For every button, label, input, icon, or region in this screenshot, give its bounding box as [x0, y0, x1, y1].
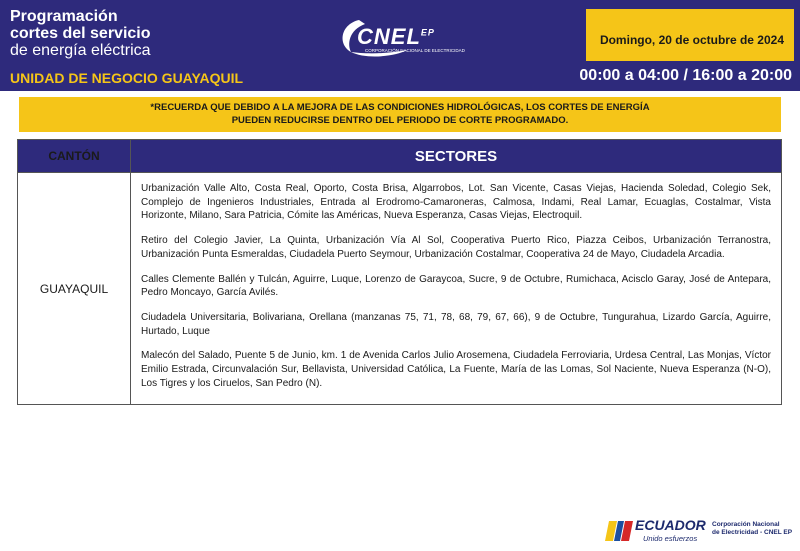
country-name: ECUADOR — [635, 517, 706, 533]
sector-group: Urbanización Valle Alto, Costa Real, Oporto, Costa Brisa, Algarrobos, Lot. San Vicente, Casas Viejas, Hacienda Soledad, Colegio Sek, Complejo de Ingenieros Industriales, Entrada al Erodromo-Camaroneras, Calmosa, Indami, Real Lamar, Ecuaglas, Costalmar, Vista Horizonte, Milano, Sara Patricia, Cómite las Américas, Nueva Esperanza, Casas Viejas, Electroquil. — [141, 183, 771, 222]
header-banner — [0, 0, 800, 91]
corporation-line-2: de Electricidad - CNEL EP — [712, 529, 793, 536]
logo-subtitle: CORPORACIÓN NACIONAL DE ELECTRICIDAD — [365, 48, 465, 53]
canton-column-header: CANTÓN — [18, 140, 131, 173]
date-badge — [586, 9, 794, 61]
corporation-name — [712, 521, 792, 537]
sector-group: Retiro del Colegio Javier, La Quinta, Urbanización Vía Al Sol, Cooperativa Puerto Rico, Piazza Ceibos, Urbanización Terranostra, Urbanización Punta Esmeraldas, Ciudadela Puerto Seymour, Urbanización Costalmar, Cooperativa 24 de Mayo, Ciudadela Arcadia. — [141, 235, 771, 260]
outage-table — [17, 139, 782, 405]
logo-suffix: EP — [420, 27, 435, 38]
sector-group: Calles Clemente Ballén y Tulcán, Aguirre, Luque, Lorenzo de Garaycoa, Sucre, 9 de Octubre, Rumichaca, Acisclo Garay, José de Antepara, Pedro Moncayo, García Avilés. — [141, 273, 771, 299]
corporation-line-1: Corporación Nacional — [712, 521, 780, 528]
slogan: Unido esfuerzos — [643, 534, 698, 543]
footer-brand — [605, 515, 795, 549]
cnel-logo — [337, 14, 467, 60]
canton-cell: GUAYAQUIL — [18, 173, 131, 405]
sector-group: Ciudadela Universitaria, Bolivariana, Orellana (manzanas 75, 71, 78, 68, 79, 67, 66), 9 de Octubre, Tungurahua, Lizardo García, Aguirre, Hurtado, Luque — [141, 311, 771, 337]
notice-line-2: PUEDEN REDUCIRSE DENTRO DEL PERIODO DE CORTE PROGRAMADO. — [231, 115, 569, 126]
hydrology-notice — [19, 97, 781, 132]
schedule-time: 00:00 a 04:00 / 16:00 a 20:00 — [579, 67, 792, 84]
notice-line-1: *RECUERDA QUE DEBIDO A LA MEJORA DE LAS CONDICIONES HIDROLÓGICAS, LOS CORTES DE ENERGÍA — [150, 102, 650, 113]
sectors-column-header: SECTORES — [131, 140, 782, 173]
logo-name: CNEL — [357, 24, 421, 49]
sector-group: Malecón del Salado, Puente 5 de Junio, km. 1 de Avenida Carlos Julio Arosemena, Ciudadela Ferroviaria, Urdesa Central, Las Monjas, Víctor Emilio Estrada, Circunvalación Sur, Bellavista, Universidad Católica, La Fuente, María de las Lomas, Sol Naciente, Nueva Esperanza (N-O), Los Tigres y los Ciruelos, San Pedro (N). — [141, 350, 771, 389]
table-header-row — [18, 140, 782, 173]
title-line-1: Programación — [10, 8, 118, 25]
sectors-cell — [131, 173, 782, 405]
table-row — [18, 173, 782, 405]
logo-wordmark — [357, 24, 435, 50]
title-line-3: de energía eléctrica — [10, 42, 151, 59]
business-unit-label: UNIDAD DE NEGOCIO GUAYAQUIL — [10, 70, 244, 86]
date-label: Domingo, 20 de octubre de 2024 — [599, 33, 784, 47]
title-line-2: cortes del servicio — [10, 25, 151, 42]
page-title — [10, 8, 151, 59]
ecuador-flag-icon — [605, 519, 635, 543]
